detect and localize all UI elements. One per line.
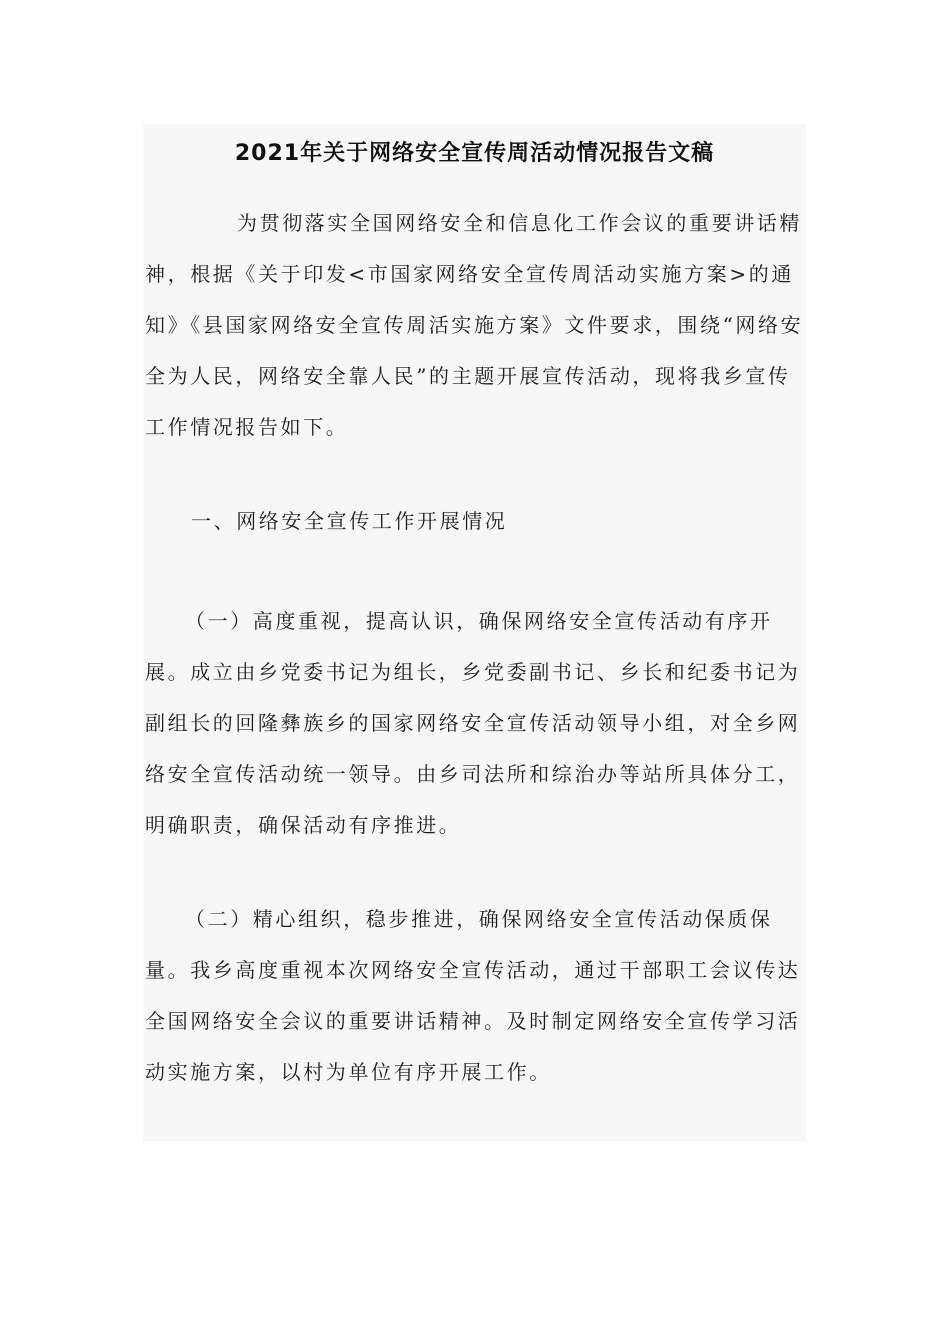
intro-paragraph: 为贯彻落实全国网络安全和信息化工作会议的重要讲话精神，根据《关于印发<市国家网络安全宣传周活动实施方案>的通知》《县国家网络安全宣传周活实施方案》文件要求，围绕“网络安全为人民，网络安全靠人民”的主题开展宣传活动，现将我乡宣传工作情况报告如下。 (145, 211, 804, 439)
section-heading: 一、网络安全宣传工作开展情况 (191, 509, 508, 533)
subsection-paragraph-2: （二）精心组织，稳步推进，确保网络安全宣传活动保质保量。我乡高度重视本次网络安全宣传活动，通过干部职工会议传达全国网络安全会议的重要讲话精神。及时制定网络安全宣传学习活动实施方案，以村为单位有序开展工作。 (145, 907, 801, 1084)
subsection-paragraph-1: （一）高度重视，提高认识，确保网络安全宣传活动有序开展。成立由乡党委书记为组长，乡党委副书记、乡长和纪委书记为副组长的回隆彝族乡的国家网络安全宣传活动领导小组，对全乡网络安全宣传活动统一领导。由乡司法所和综治办等站所具体分工，明确职责，确保活动有序推进。 (145, 609, 801, 837)
document-title: 2021年关于网络安全宣传周活动情况报告文稿 (234, 141, 715, 166)
